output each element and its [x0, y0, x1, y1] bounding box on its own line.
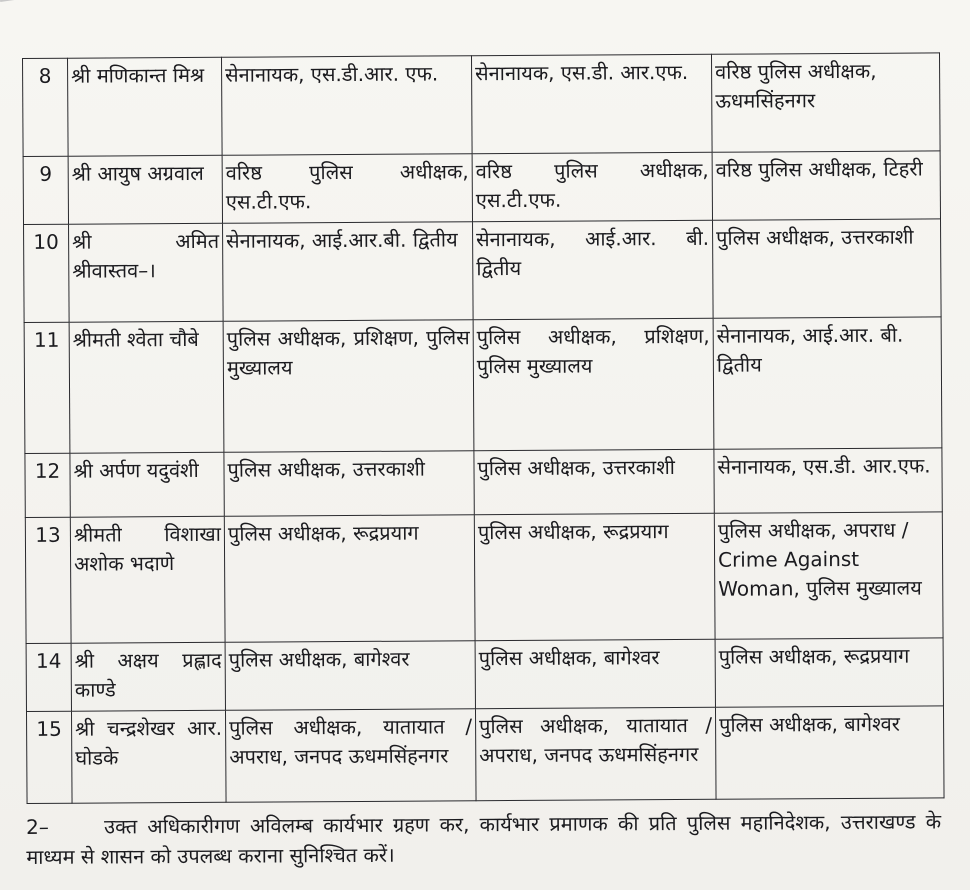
new-post: पुलिस अधीक्षक, बागेश्वर [715, 706, 944, 799]
posting-table [22, 52, 945, 804]
paragraph-number: 2– [26, 814, 49, 839]
new-post: वरिष्ठ पुलिस अधीक्षक, ऊधमसिंहनगर [711, 53, 940, 152]
officer-name: श्री मणिकान्त मिश्र [68, 57, 223, 156]
officer-name: श्री आयुष अग्रवाल [68, 155, 222, 224]
serial-number: 11 [24, 322, 70, 453]
current-post-repeat: सेनानायक, आई.आर. बी. द्वितीय [473, 220, 714, 319]
current-post: पुलिस अधीक्षक, रूद्रप्रयाग [224, 515, 475, 643]
current-post: पुलिस अधीक्षक, प्रशिक्षण, पुलिस मुख्यालय [223, 320, 474, 453]
serial-number: 8 [23, 58, 69, 156]
officer-name: श्री अक्षय प्रह्लाद काण्डे [71, 642, 225, 711]
current-post: पुलिस अधीक्षक, बागेश्वर [225, 641, 475, 711]
current-post-repeat: पुलिस अधीक्षक, बागेश्वर [475, 639, 715, 708]
officer-name: श्री चन्द्रशेखर आर. घोडके [71, 710, 226, 803]
new-post: सेनानायक, आई.आर. बी. द्वितीय [713, 317, 942, 449]
current-post-repeat: वरिष्ठ पुलिस अधीक्षक, एस.टी.एफ. [472, 152, 712, 221]
officer-name: श्री अर्पण यदुवंशी [70, 452, 224, 517]
officer-name: श्रीमती श्वेता चौबे [69, 321, 224, 453]
officer-name: श्री अमित श्रीवास्तव–। [69, 223, 224, 322]
table-row [25, 448, 942, 518]
serial-number: 12 [25, 453, 70, 517]
table-row [25, 512, 943, 644]
table-row [24, 219, 942, 323]
table-row [26, 706, 944, 804]
serial-number: 10 [24, 224, 70, 322]
current-post: सेनानायक, आई.आर.बी. द्वितीय [223, 222, 474, 322]
paragraph-text: उक्त अधिकारीगण अविलम्ब कार्यभार ग्रहण कर, कार्यभार प्रमाणक की प्रति पुलिस महानिदेशक, उत्तराखण्ड के माध्यम से शासन को उपलब्ध कराना सुनिश्चित करें। [26, 809, 942, 869]
officer-name: श्रीमती विशाखा अशोक भदाणे [70, 516, 225, 643]
serial-number: 15 [26, 711, 72, 803]
current-post: पुलिस अधीक्षक, उत्तरकाशी [224, 451, 474, 517]
current-post-repeat: सेनानायक, एस.डी. आर.एफ. [471, 54, 712, 153]
instruction-paragraph [26, 806, 941, 872]
current-post-repeat: पुलिस अधीक्षक, रूद्रप्रयाग [474, 513, 715, 640]
table-row [23, 53, 941, 157]
current-post-repeat: पुलिस अधीक्षक, यातायात / अपराध, जनपद ऊधमसिंहनगर [475, 707, 716, 800]
new-post: पुलिस अधीक्षक, रूद्रप्रयाग [715, 638, 943, 707]
serial-number: 13 [25, 517, 71, 643]
current-post: वरिष्ठ पुलिस अधीक्षक, एस.टी.एफ. [222, 154, 472, 224]
page-corner-mark [0, 0, 62, 22]
serial-number: 9 [23, 156, 68, 224]
current-post: सेनानायक, एस.डी.आर. एफ. [221, 56, 472, 156]
new-post: वरिष्ठ पुलिस अधीक्षक, टिहरी [712, 151, 940, 220]
table-row [24, 317, 942, 454]
new-post: पुलिस अधीक्षक, अपराध / Crime Against Woman, पुलिस मुख्यालय [714, 512, 943, 639]
serial-number: 14 [26, 643, 71, 711]
table-row [23, 151, 940, 225]
new-post: सेनानायक, एस.डी. आर.एफ. [714, 448, 942, 513]
current-post-repeat: पुलिस अधीक्षक, उत्तरकाशी [474, 449, 714, 514]
new-post: पुलिस अधीक्षक, उत्तरकाशी [713, 219, 942, 318]
current-post-repeat: पुलिस अधीक्षक, प्रशिक्षण, पुलिस मुख्यालय [473, 318, 714, 450]
table-row [26, 638, 943, 712]
current-post: पुलिस अधीक्षक, यातायात / अपराध, जनपद ऊधमसिंहनगर [225, 709, 476, 803]
